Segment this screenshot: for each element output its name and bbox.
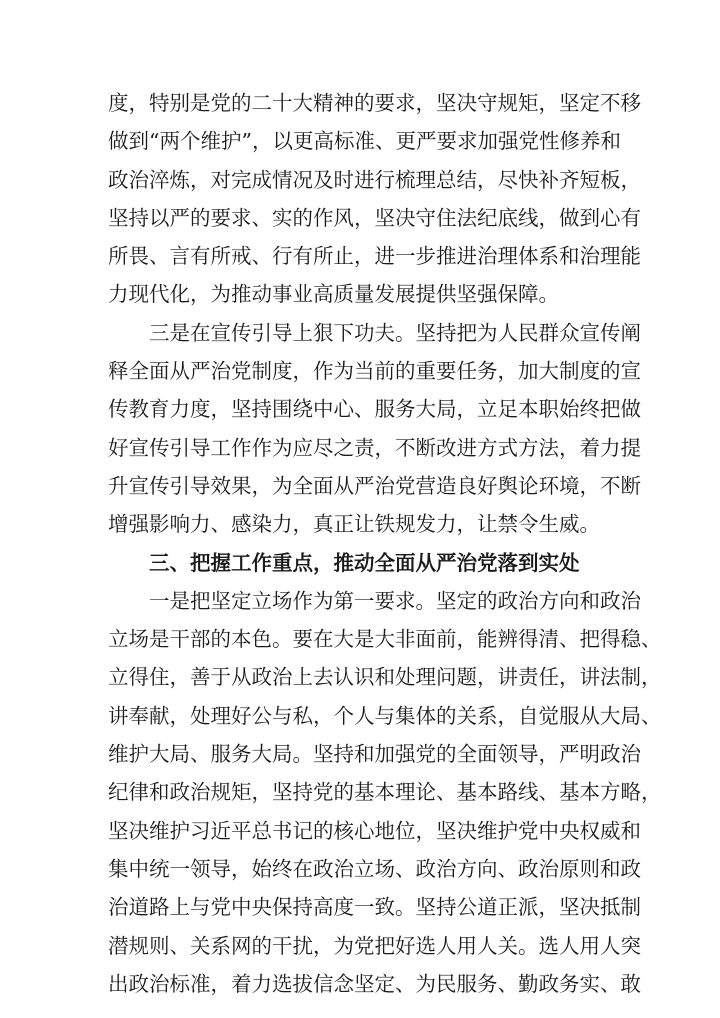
section-heading: 三、把握工作重点，推动全面从严治党落到实处 <box>149 550 580 575</box>
text-line-11: 升宣传引导效果，为全面从严治党营造良好舆论环境，不断 <box>108 473 641 498</box>
text-line-15: 立场是干部的本色。要在大是大非面前，能辨得清、把得稳、 <box>108 627 662 652</box>
text-line-1: 度，特别是党的二十大精神的要求，坚决守规矩，坚定不移 <box>108 91 641 115</box>
paragraph-start-line: 一是把坚定立场作为第一要求。坚定的政治方向和政治 <box>149 588 641 613</box>
text-line-18: 维护大局、服务大局。坚持和加强党的全面领导，严明政治 <box>108 742 641 767</box>
text-line-3: 政治淬炼，对完成情况及时进行梳理总结，尽快补齐短板， <box>108 167 641 192</box>
text-line-22: 治道路上与党中央保持高度一致。坚持公道正派，坚决抵制 <box>108 895 641 920</box>
text-line-12: 增强影响力、感染力，真正让铁规发力，让禁令生威。 <box>108 512 600 537</box>
text-line-6: 力现代化，为推动事业高质量发展提供坚强保障。 <box>108 282 559 307</box>
text-line-24: 出政治标准，着力选拔信念坚定、为民服务、勤政务实、敢 <box>108 971 641 996</box>
text-line-9: 传教育力度，坚持围绕中心、服务大局，立足本职始终把做 <box>108 397 641 422</box>
body-text <box>108 84 662 1003</box>
text-line-21: 集中统一领导，始终在政治立场、政治方向、政治原则和政 <box>108 856 641 881</box>
text-line-19: 纪律和政治规矩，坚持党的基本理论、基本路线、基本方略， <box>108 780 662 805</box>
text-line-16: 立得住，善于从政治上去认识和处理问题，讲责任，讲法制， <box>108 665 662 690</box>
text-line-2: 做到“两个维护”，以更高标准、更严要求加强党性修养和 <box>108 129 621 154</box>
text-line-23: 潜规则、关系网的干扰，为党把好选人用人关。选人用人突 <box>108 933 641 958</box>
text-line-8: 释全面从严治党制度，作为当前的重要任务，加大制度的宣 <box>108 359 641 384</box>
text-line-10: 好宣传引导工作作为应尽之责，不断改进方式方法，着力提 <box>108 435 641 460</box>
text-line-5: 所畏、言有所戒、行有所止，进一步推进治理体系和治理能 <box>108 244 641 269</box>
paragraph-start-line: 三是在宣传引导上狠下功夫。坚持把为人民群众宣传阐 <box>149 320 641 345</box>
text-line-4: 坚持以严的要求、实的作风，坚决守住法纪底线，做到心有 <box>108 205 641 230</box>
text-line-17: 讲奉献，处理好公与私，个人与集体的关系，自觉服从大局、 <box>108 703 662 728</box>
text-line-20: 坚决维护习近平总书记的核心地位，坚决维护党中央权威和 <box>108 818 641 843</box>
